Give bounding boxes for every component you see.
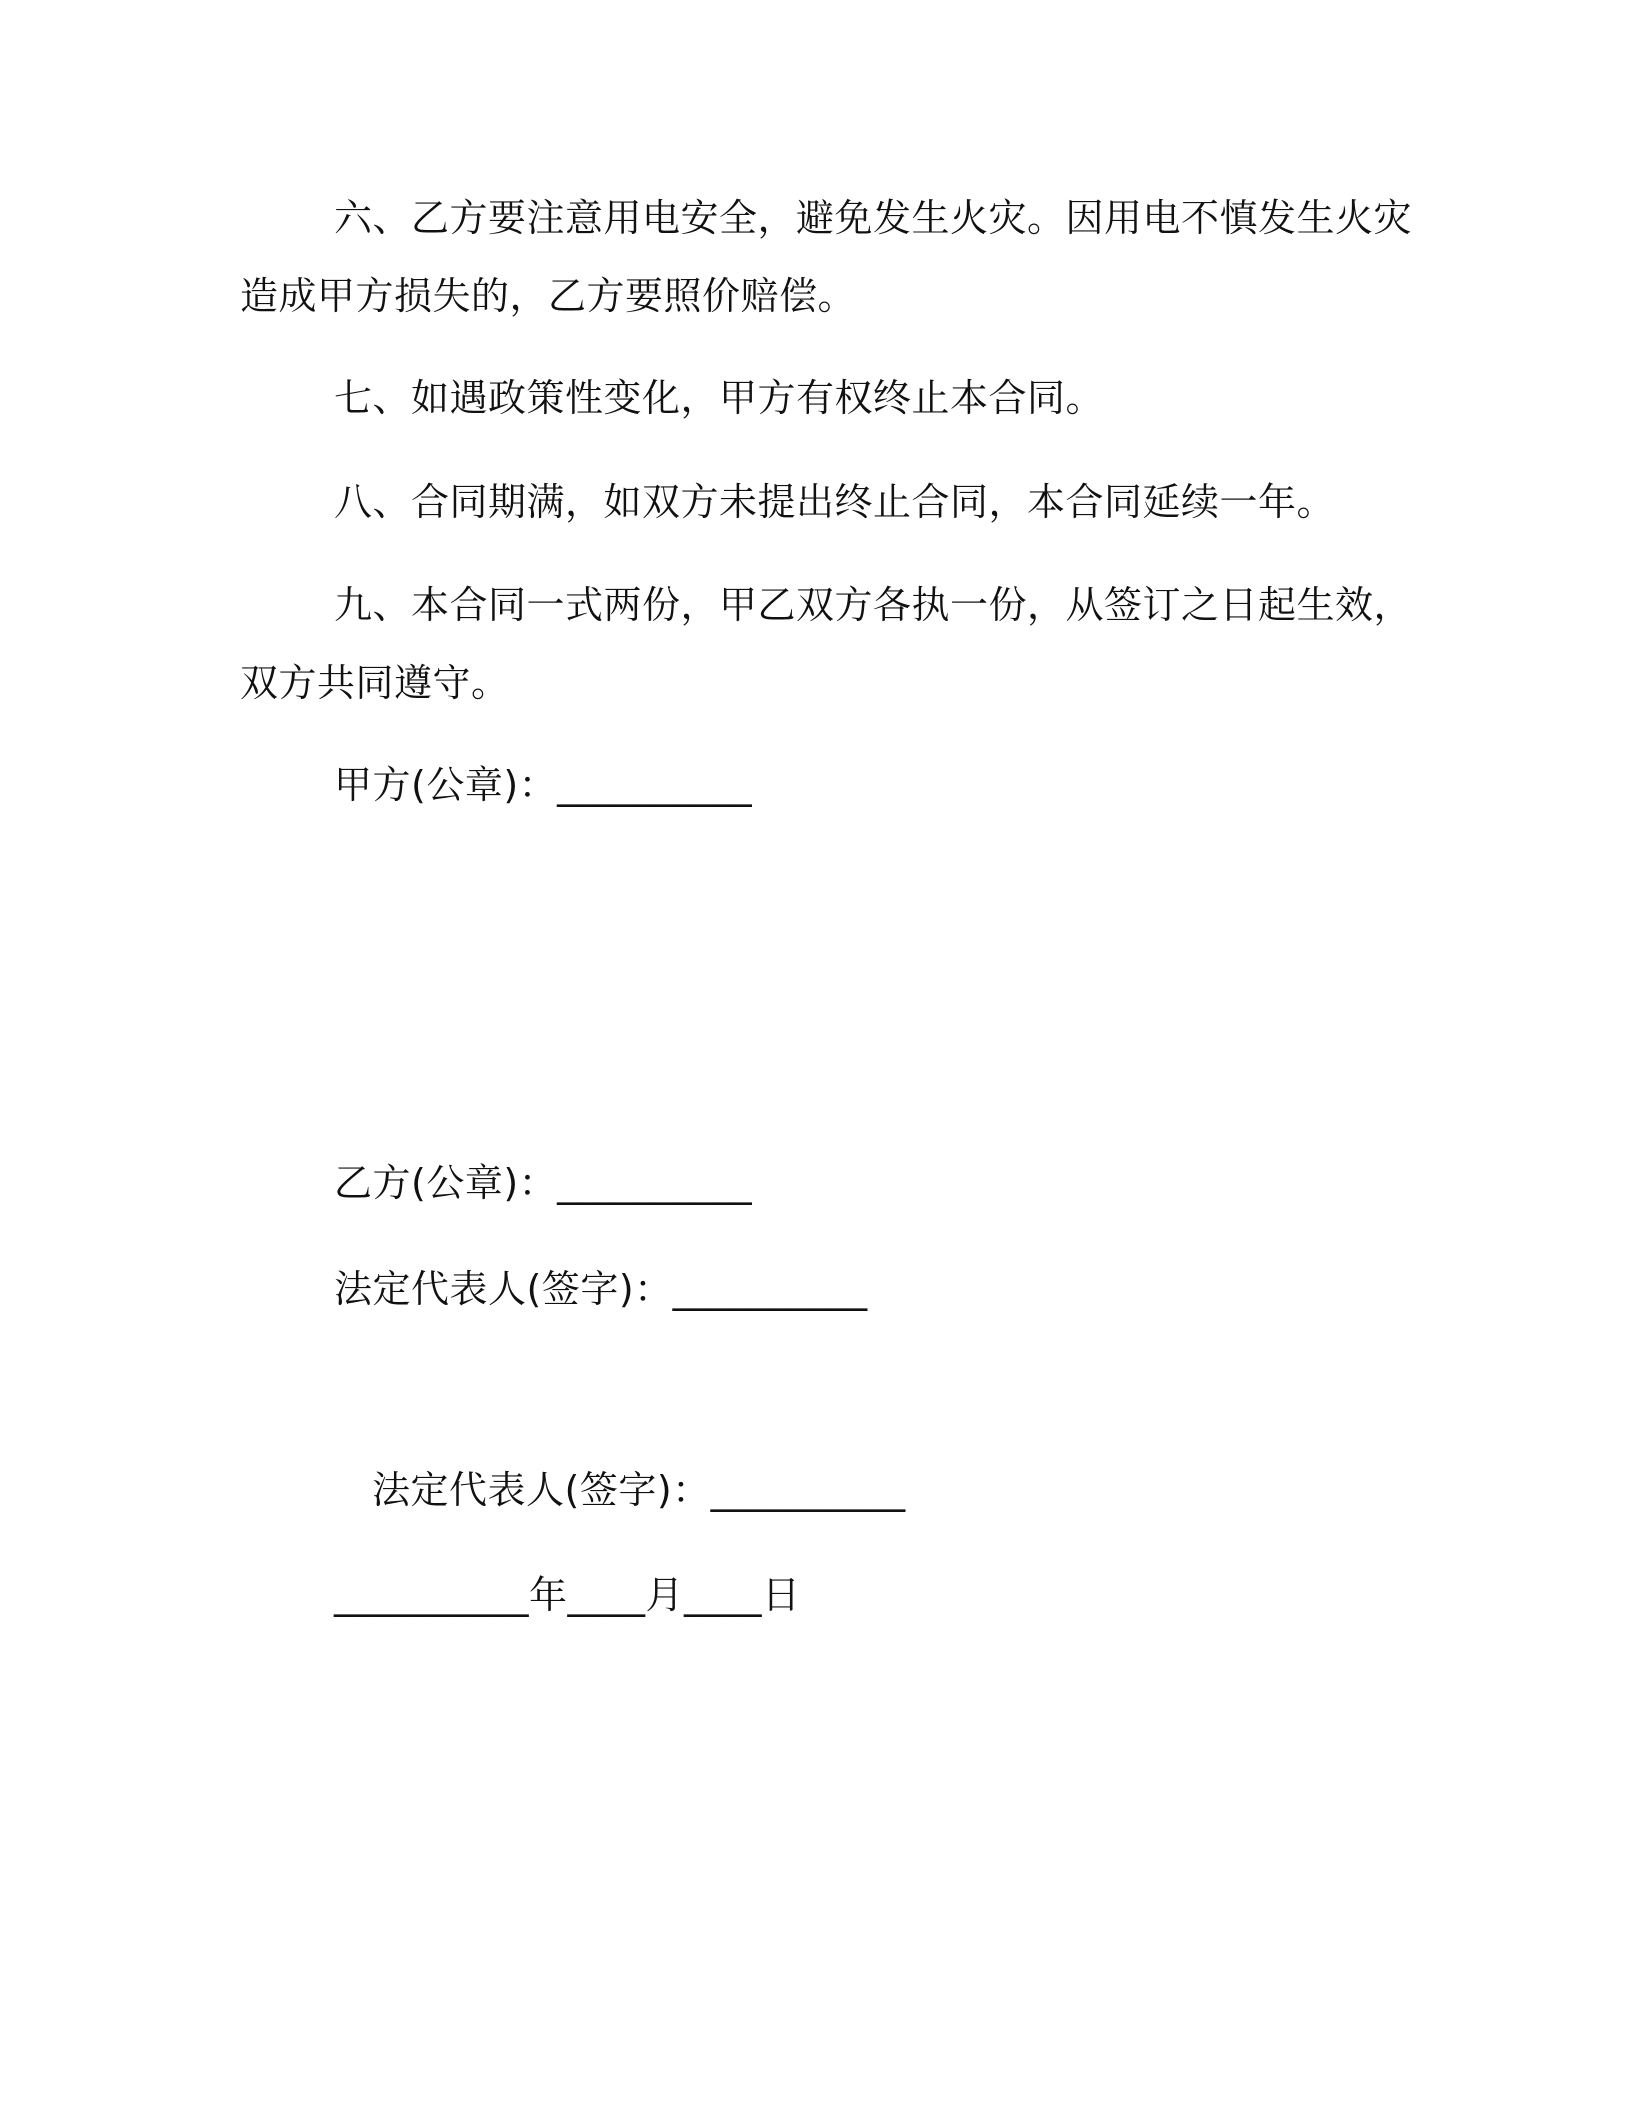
legal-representative-signature-line: 法定代表人(签字)：__________ — [334, 1267, 868, 1311]
party-b-seal-line: 乙方(公章)：__________ — [334, 1161, 753, 1205]
clause-six-line-1: 六、乙方要注意用电安全，避免发生火灾。因用电不慎发生火灾 — [334, 196, 1413, 240]
party-a-seal-line: 甲方(公章)：__________ — [334, 763, 753, 807]
legal-representative-signature-line-2: 法定代表人(签字)：__________ — [372, 1468, 906, 1512]
clause-six-line-2: 造成甲方损失的，乙方要照价赔偿。 — [240, 274, 857, 318]
clause-seven: 七、如遇政策性变化，甲方有权终止本合同。 — [334, 376, 1105, 420]
clause-eight: 八、合同期满，如双方未提出终止合同，本合同延续一年。 — [334, 480, 1336, 524]
signing-date-line: __________年____月____日 — [334, 1573, 801, 1617]
clause-nine-line-1: 九、本合同一式两份，甲乙双方各执一份，从签订之日起生效， — [334, 583, 1413, 627]
clause-nine-line-2: 双方共同遵守。 — [240, 661, 510, 705]
